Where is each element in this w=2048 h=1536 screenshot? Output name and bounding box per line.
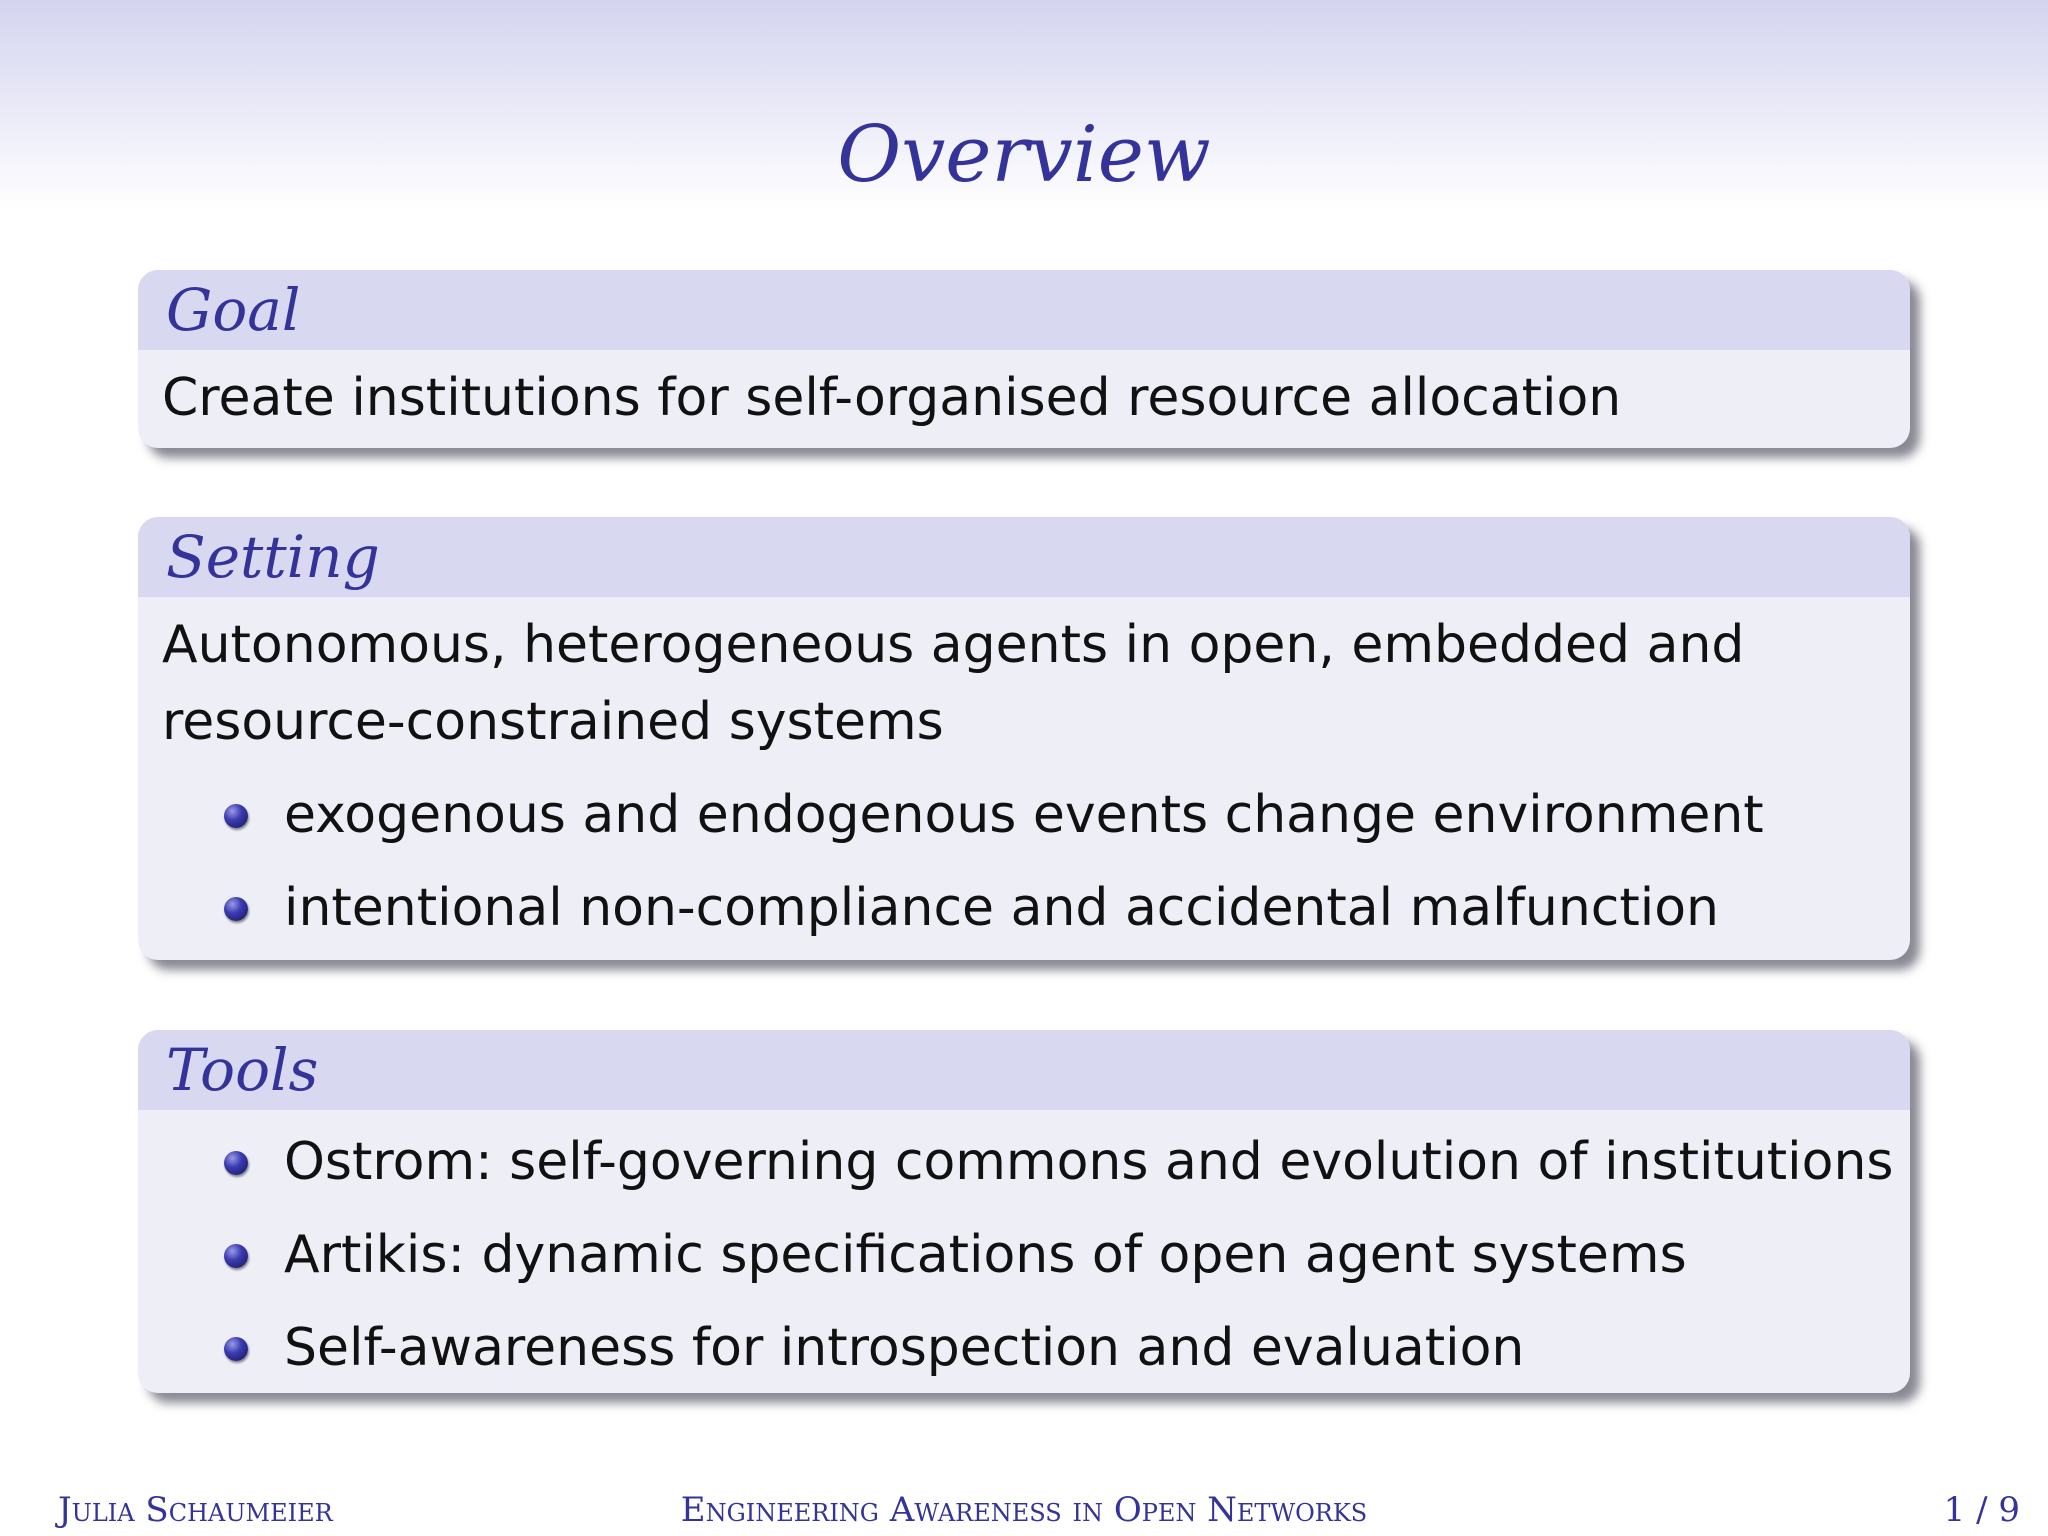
list-item-text: Ostrom: self-governing commons and evolution of institutions [284,1132,1894,1192]
bullet-icon [224,804,248,828]
setting-text-line1: Autonomous, heterogeneous agents in open, embedded and [162,615,1745,675]
setting-block-title: Setting [138,517,1910,597]
slide-title: Overview [837,110,1211,200]
list-item-text: intentional non-compliance and accidental malfunction [284,878,1720,938]
list-item-text: Artikis: dynamic specifications of open agent systems [284,1225,1687,1285]
tools-list [162,1116,1894,1393]
list-item [162,1209,1886,1302]
footer-page-number: 1 / 9 [1943,1490,2020,1530]
list-item [162,769,1886,862]
bullet-icon [224,897,248,921]
bullet-icon [224,1337,248,1361]
tools-block-body [138,1110,1910,1393]
footer-author: Julia Schaumeier [58,1490,333,1530]
goal-text: Create institutions for self-organised resource allocation [162,368,1622,428]
tools-block-title: Tools [138,1030,1910,1110]
setting-list [162,769,1886,955]
bullet-icon [224,1244,248,1268]
list-item-text: Self-awareness for introspection and evaluation [284,1318,1525,1378]
tools-block [138,1030,1910,1393]
list-item [162,1116,1894,1209]
footer-talk-title: Engineering Awareness in Open Networks [680,1490,1368,1530]
goal-block-body [138,350,1910,437]
setting-block [138,517,1910,960]
list-item [162,862,1886,955]
list-item [162,1302,1886,1393]
setting-text-line2: resource-constrained systems [162,692,944,752]
bullet-icon [224,1151,248,1175]
goal-block-title: Goal [138,270,1910,350]
list-item-text: exogenous and endogenous events change environment [284,785,1764,845]
goal-block [138,270,1910,448]
setting-block-body [138,597,1910,955]
